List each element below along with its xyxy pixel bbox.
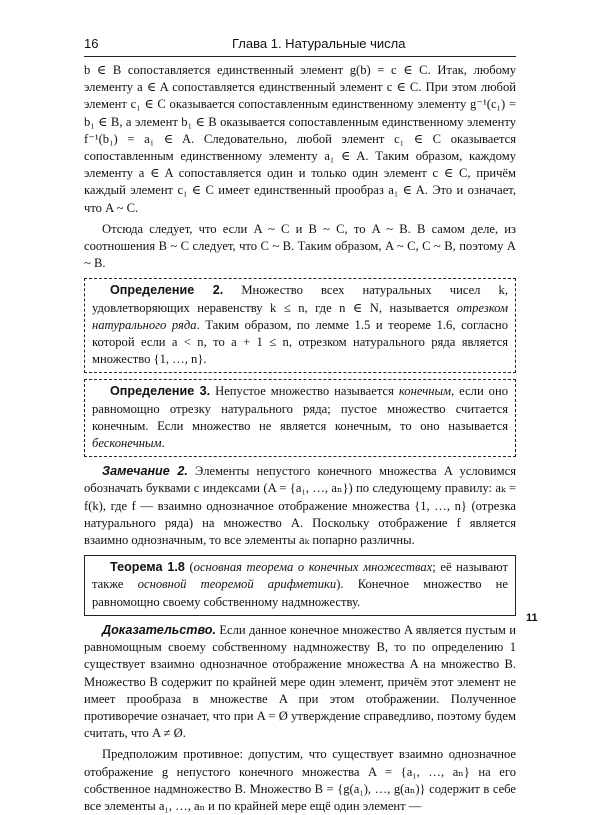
header-rule [84,56,516,57]
definition-3-text-b: , если оно равномощно отрезку натурального ряда; пустое множество считается конечным. Если множество не является конечным, то оно называется [92,384,509,433]
remark-2-label: Замечание 2. [102,464,188,479]
proof-paragraph [84,622,516,742]
definition-2-box [84,278,516,373]
page-number: 16 [84,36,99,51]
margin-note: 11 [526,612,538,624]
definition-3-text-c: . [161,436,165,451]
definition-3-label: Определение 3. [110,384,211,399]
remark-2 [84,463,516,549]
theorem-name: основная теорема о конечных множествах [193,560,433,575]
theorem-alt-name: основной теоремой арифметики [137,577,337,592]
proof-text: Если данное конечное множество A является пустым и равномощным своему собственному надмножеству B, то по определению 1 существует взаимно однозначное отображение множества A на множество B. Множество B содержит по крайней мере один элемент, причём этот элемент не имеет прообраза в множестве A при этом отображении. Полученное противоречие означает, что при A = Ø утверждение справедливо, поэтому будем считать, что A ≠ Ø. [84,622,516,741]
paragraph-suppose-contrary: Предположим противное: допустим, что существует взаимно однозначное отображение g непустого конечного множества A = {a₁, …, aₙ} на его собственное надмножество B. Множество B = {g(a₁), …, g(aₙ)} содержит в себе все элементы a₁, …, aₙ и по крайней мере ещё один элемент — [84,747,516,813]
paragraph-transitivity: Отсюда следует, что если A ~ C и B ~ C, то A ~ B. В самом деле, из соотношения B ~ C следует, что C ~ B. Таким образом, A ~ C, C ~ B, поэтому A ~ B. [84,221,516,271]
theorem-text-b: ; её называют также [92,560,509,592]
proof-label: Доказательство. [102,622,216,637]
definition-2-label: Определение 2. [110,283,224,298]
remark-2-text: Элементы непустого конечного множества A условимся обозначать буквами с индексами (A = {a₁, …, aₙ}) по следующему правилу: aₖ = f(k), где f — взаимно однозначное отображение множества {1, …, n} (отрезка натурального ряда) на множество A. Поскольку отображение f является взаимно однозначным, то все элементы aₖ попарно различны. [84,464,516,548]
definition-3-text-a: Непустое множество называется [210,384,399,399]
definition-2-text-b: . Таким образом, по лемме 1.5 и теореме 1.6, согласно которой если a < n, то a + 1 ≤ n, отрезком натурального ряда является множество {1, …, n}. [92,317,508,367]
definition-3-term-finite: конечным [398,384,452,399]
theorem-text-a: ( [184,560,194,575]
paragraph-proof-continuation: b ∈ B сопоставляется единственный элемент g(b) = c ∈ C. Итак, любому элементу a ∈ A сопоставляется единственный элемент c ∈ C. При этом любой элемент c₁ ∈ C оказывается сопоставленным единственному элементу g⁻¹(c₁) = b₁ ∈ B, а элемент b₁ ∈ B оказывается сопоставленным единственному элементу f⁻¹(b₁) = a₁ ∈ A. Следовательно, любой элемент c₁ ∈ C оказывается сопоставленным единственному элементу a₁ ∈ A. Таким образом, каждому элементу a ∈ A сопоставляется один и только один элемент c ∈ C, причём каждый элемент c₁ ∈ C имеет единственный прообраз a₁ ∈ A. Это и означает, что A ~ C. [84,63,516,215]
theorem-text-c: ). Конечное множество не равномощно своему собственному надмножеству. [92,577,509,609]
page-body [84,62,516,815]
definition-2-term: отрезком натурального ряда [92,300,508,332]
chapter-title: Глава 1. Натуральные числа [232,36,406,51]
definition-3-box [84,379,516,457]
definition-2-text-a: Множество всех натуральных чисел k, удовлетворяющих неравенству k ≤ n, где n ∈ N, называется [92,283,508,315]
theorem-label: Теорема 1.8 [110,560,185,575]
definition-3-term-infinite: бесконечным [92,436,162,451]
theorem-1-8-box [84,555,516,616]
